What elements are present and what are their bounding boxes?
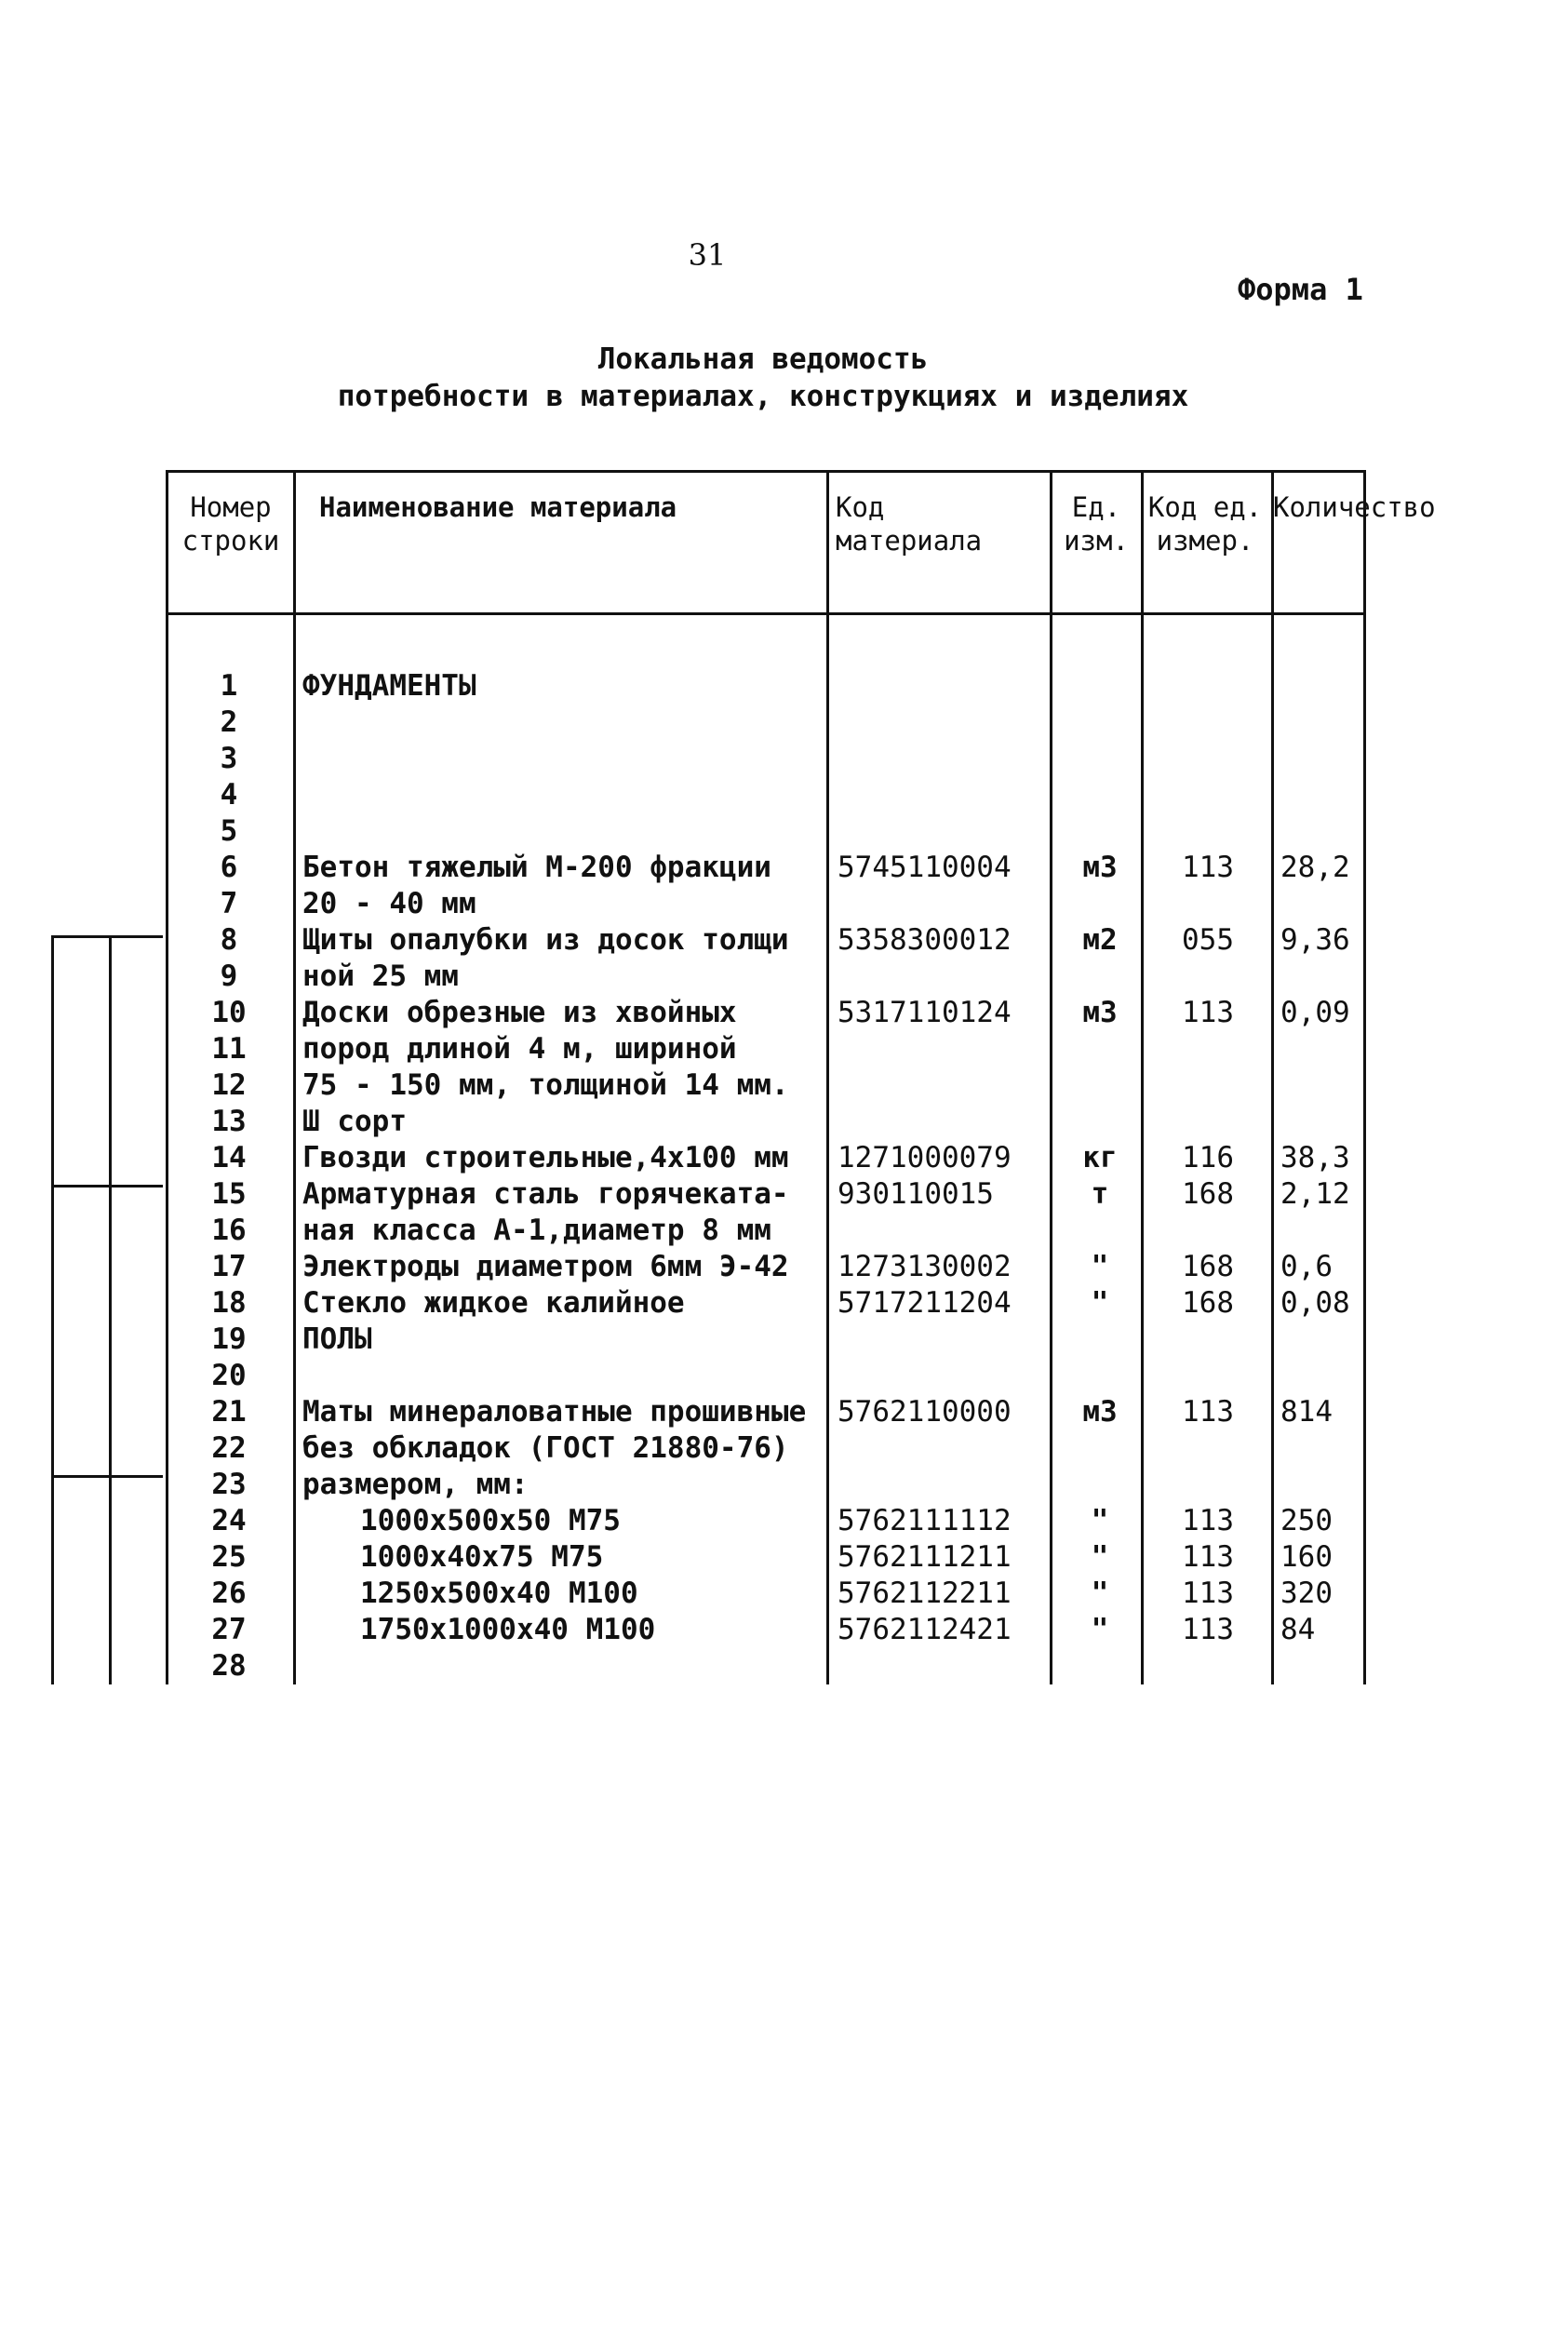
material-name: Ш сорт [302,1105,407,1138]
unit: кг [1082,1141,1118,1174]
unit-code: 113 [1182,1504,1234,1537]
material-name: 75 - 150 мм, толщиной 14 мм. [302,1068,789,1102]
table-row [166,777,1366,813]
row-number: 21 [211,1395,247,1429]
binding-margin-lines [51,935,172,1684]
table-row [166,668,1366,705]
table-row [166,813,1366,850]
table-row [166,1612,1366,1648]
table-row [166,1176,1366,1213]
margin-line [109,935,112,1684]
unit-code: 113 [1182,851,1234,884]
table-row [166,1430,1366,1467]
row-number: 7 [220,887,238,920]
unit: м3 [1082,1395,1118,1429]
row-number: 15 [211,1177,247,1211]
unit: " [1091,1613,1109,1646]
row-number: 23 [211,1468,247,1501]
row-number: 27 [211,1613,247,1646]
quantity: 0,09 [1280,996,1350,1029]
material-name: 1000х500х50 М75 [360,1504,621,1537]
material-code: 5745110004 [838,851,1012,884]
document-subtitle: потребности в материалах, конструкциях и изделиях [337,380,1189,413]
table-row [166,959,1366,995]
material-code: 5317110124 [838,996,1012,1029]
material-name: 20 - 40 мм [302,887,476,920]
material-name: ФУНДАМЕНТЫ [302,669,476,703]
quantity: 250 [1280,1504,1333,1537]
quantity: 84 [1280,1613,1316,1646]
row-number: 10 [211,996,247,1029]
margin-line [51,935,163,938]
header-material-code: Код материала [836,491,983,557]
margin-line [51,1475,163,1478]
row-number: 26 [211,1577,247,1610]
material-name: Доски обрезные из хвойных [302,996,737,1029]
material-name: 1250х500х40 М100 [360,1577,638,1610]
table-row [166,1394,1366,1430]
material-name: 1750х1000х40 М100 [360,1613,656,1646]
unit-code: 116 [1182,1141,1234,1174]
table-row [166,1358,1366,1394]
table-row [166,995,1366,1031]
material-code: 5717211204 [838,1286,1012,1320]
row-number: 13 [211,1105,247,1138]
quantity: 0,08 [1280,1286,1350,1320]
row-number: 14 [211,1141,247,1174]
material-name: ной 25 мм [302,959,459,993]
row-number: 11 [211,1032,247,1066]
header-unit: Ед. изм. [1064,491,1129,557]
material-name: размером, мм: [302,1468,529,1501]
unit-code: 113 [1182,1540,1234,1574]
quantity: 9,36 [1280,923,1350,957]
quantity: 814 [1280,1395,1333,1429]
unit: " [1091,1540,1109,1574]
row-number: 1 [220,669,238,703]
material-name: Бетон тяжелый М-200 фракции [302,851,771,884]
document-title: Локальная ведомость [597,342,929,376]
table-row [166,922,1366,959]
quantity: 160 [1280,1540,1333,1574]
unit: " [1091,1250,1109,1283]
material-code: 5762112421 [838,1613,1012,1646]
table-border [166,470,1366,473]
unit-code: 113 [1182,1577,1234,1610]
material-code: 5358300012 [838,923,1012,957]
row-number: 25 [211,1540,247,1574]
table-row [166,1576,1366,1612]
material-name: ная класса А-1,диаметр 8 мм [302,1214,771,1247]
unit-code: 168 [1182,1250,1234,1283]
material-code: 930110015 [838,1177,994,1211]
quantity: 2,12 [1280,1177,1350,1211]
row-number: 8 [220,923,238,957]
material-name: ПОЛЫ [302,1322,372,1356]
unit: т [1091,1177,1109,1211]
table-row [166,1285,1366,1322]
quantity: 0,6 [1280,1250,1333,1283]
quantity: 38,3 [1280,1141,1350,1174]
table-row [166,1067,1366,1104]
row-number: 22 [211,1431,247,1465]
table-row [166,1322,1366,1358]
material-name: Гвозди строительные,4х100 мм [302,1141,789,1174]
unit-code: 113 [1182,996,1234,1029]
row-number: 24 [211,1504,247,1537]
quantity: 28,2 [1280,851,1350,884]
row-number: 12 [211,1068,247,1102]
material-code: 5762110000 [838,1395,1012,1429]
table-row [166,705,1366,741]
unit-code: 113 [1182,1613,1234,1646]
row-number: 20 [211,1359,247,1392]
material-code: 5762112211 [838,1577,1012,1610]
table-row [166,1140,1366,1176]
page-number: 31 [688,237,727,273]
material-code: 5762111112 [838,1504,1012,1537]
table-row [166,1031,1366,1067]
row-number: 4 [220,778,238,812]
table-row [166,1648,1366,1684]
margin-line [51,935,54,1684]
unit-code: 113 [1182,1395,1234,1429]
table-row [166,850,1366,886]
material-code: 5762111211 [838,1540,1012,1574]
table-row [166,886,1366,922]
material-code: 1273130002 [838,1250,1012,1283]
table-row [166,1467,1366,1503]
unit-code: 168 [1182,1286,1234,1320]
form-label: Форма 1 [1238,272,1363,307]
material-name: Щиты опалубки из досок толщи [302,923,789,957]
unit: " [1091,1577,1109,1610]
material-code: 1271000079 [838,1141,1012,1174]
table-row [166,1104,1366,1140]
row-number: 2 [220,705,238,739]
material-name: без обкладок (ГОСТ 21880-76) [302,1431,789,1465]
unit-code: 168 [1182,1177,1234,1211]
table-row [166,1503,1366,1539]
table-row [166,1249,1366,1285]
unit: м3 [1082,996,1118,1029]
header-quantity: Количество [1273,491,1436,523]
unit: м3 [1082,851,1118,884]
row-number: 6 [220,851,238,884]
materials-table [166,470,1436,1684]
material-name: Маты минераловатные прошивные [302,1395,807,1429]
row-number: 5 [220,814,238,848]
quantity: 320 [1280,1577,1333,1610]
row-number: 19 [211,1322,247,1356]
table-border [166,612,1366,615]
unit: " [1091,1504,1109,1537]
row-number: 18 [211,1286,247,1320]
row-number: 16 [211,1214,247,1247]
unit: " [1091,1286,1109,1320]
row-number: 9 [220,959,238,993]
unit: м2 [1082,923,1118,957]
margin-line [51,1185,163,1188]
header-row-number: Номер строки [181,491,280,557]
row-number: 3 [220,742,238,775]
table-row [166,1213,1366,1249]
table-row [166,1539,1366,1576]
unit-code: 055 [1182,923,1234,957]
row-number: 17 [211,1250,247,1283]
material-name: Стекло жидкое калийное [302,1286,685,1320]
table-row [166,741,1366,777]
row-number: 28 [211,1649,247,1683]
material-name: пород длиной 4 м, шириной [302,1032,737,1066]
material-name: 1000х40х75 М75 [360,1540,604,1574]
material-name: Арматурная сталь горячеката- [302,1177,789,1211]
material-name: Электроды диаметром 6мм Э-42 [302,1250,789,1283]
header-material-name: Наименование материала [319,491,677,523]
header-unit-code: Код ед. измер. [1147,491,1263,557]
